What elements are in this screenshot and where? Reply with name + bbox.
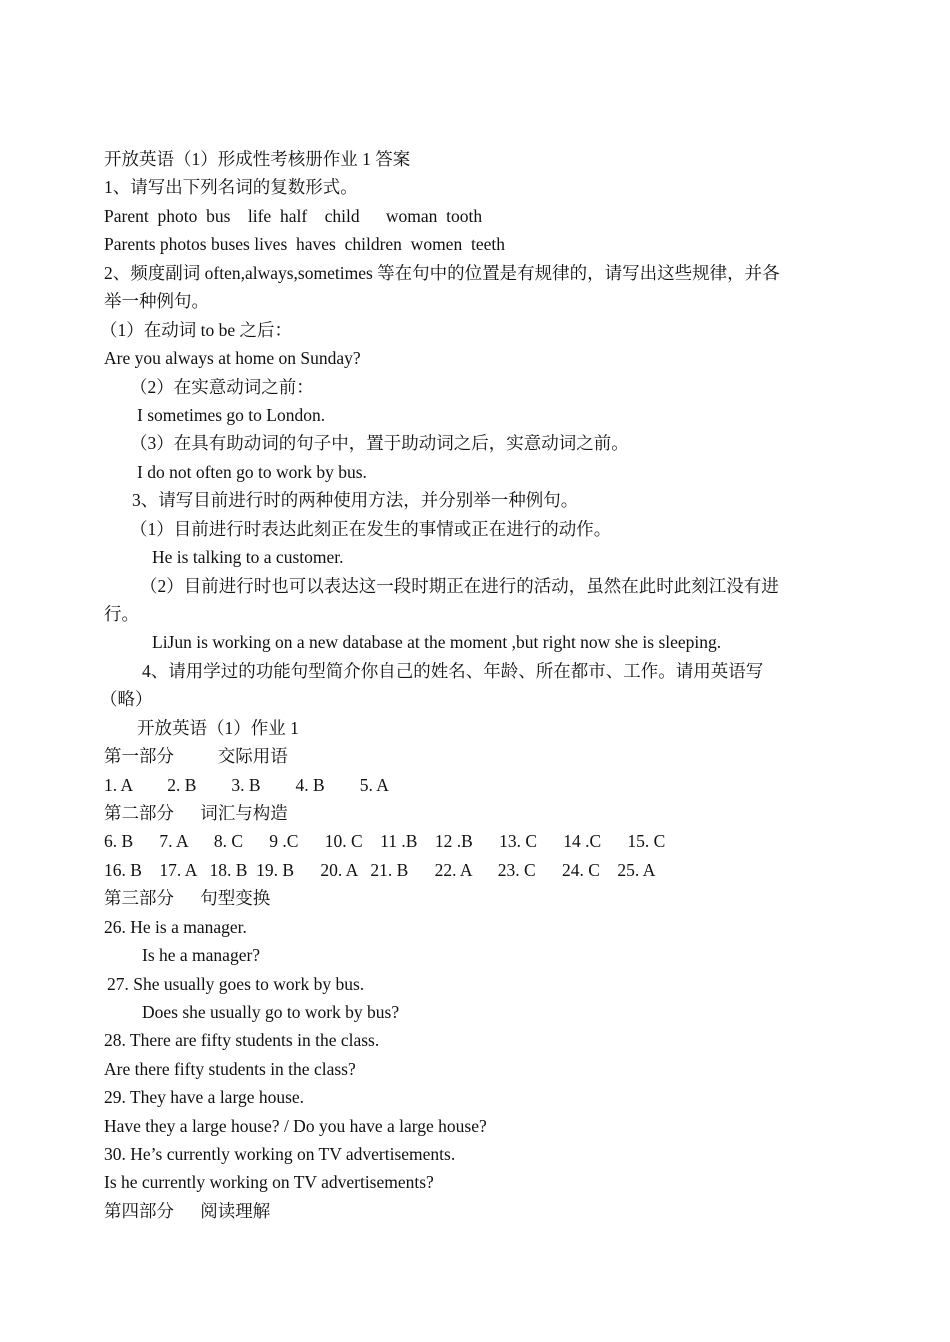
q1-singular-nouns: Parent photo bus life half child woman tooth [104,206,483,226]
q2-rule-2: （2）在实意动词之前： [130,377,314,397]
sentence-29-answer: Have they a large house? / Do you have a large house? [104,1116,487,1136]
sentence-29: 29. They have a large house. [104,1087,305,1107]
sentence-28: 28. There are fifty students in the class. [104,1030,380,1050]
q1-prompt: 1、请写出下列名词的复数形式。 [104,177,358,197]
document-title: 开放英语（1）形成性考核册作业 1 答案 [104,149,411,169]
q2-prompt-cont: 举一种例句。 [104,291,209,311]
q2-prompt: 2、频度副词 often,always,sometimes 等在句中的位置是有规律的，请写出这些规律，并各 [104,263,780,283]
q2-example-3: I do not often go to work by bus. [137,462,367,482]
q2-example-2: I sometimes go to London. [137,405,326,425]
part2-answers-row-2: 16. B 17. A 18. B 19. B 20. A 21. B 22. A 23. C 24. C 25. A [104,860,656,880]
q2-rule-1: （1）在动词 to be 之后： [100,320,293,340]
hw1-title: 开放英语（1）作业 1 [137,718,299,738]
q2-rule-3: （3）在具有助动词的句子中，置于助动词之后，实意动词之前。 [130,433,629,453]
q3-example-2: LiJun is working on a new database at the moment ,but right now she is sleeping. [152,632,722,652]
q2-example-1: Are you always at home on Sunday? [104,348,361,368]
sentence-27-answer: Does she usually go to work by bus? [142,1002,400,1022]
sentence-27: 27. She usually goes to work by bus. [107,974,365,994]
q3-example-1: He is talking to a customer. [152,547,344,567]
part4-heading: 第四部分 阅读理解 [104,1201,271,1221]
q3-rule-2: （2）目前进行时也可以表达这一段时期正在进行的活动，虽然在此时此刻江没有进 [140,576,779,596]
q4-prompt-cont: （略） [100,689,153,709]
q4-prompt: 4、请用学过的功能句型简介你自己的姓名、年龄、所在都市、工作。请用英语写 [142,661,764,681]
sentence-26: 26. He is a manager. [104,917,247,937]
sentence-28-answer: Are there fifty students in the class? [104,1059,356,1079]
q3-prompt: 3、请写目前进行时的两种使用方法，并分别举一种例句。 [132,490,579,510]
q3-rule-1: （1）目前进行时表达此刻正在发生的事情或正在进行的动作。 [130,519,612,539]
sentence-26-answer: Is he a manager? [142,945,261,965]
part2-answers-row-1: 6. B 7. A 8. C 9 .C 10. C 11 .B 12 .B 13. C 14 .C 15. C [104,831,666,851]
part1-heading: 第一部分 交际用语 [104,746,288,766]
part3-heading: 第三部分 句型变换 [104,888,271,908]
q3-rule-2-cont: 行。 [104,604,139,624]
part2-heading: 第二部分 词汇与构造 [104,803,288,823]
sentence-30: 30. He’s currently working on TV advertisements. [104,1144,456,1164]
q1-plural-nouns: Parents photos buses lives haves children women teeth [104,234,505,254]
part1-answers: 1. A 2. B 3. B 4. B 5. A [104,775,389,795]
sentence-30-answer: Is he currently working on TV advertisements? [104,1172,434,1192]
